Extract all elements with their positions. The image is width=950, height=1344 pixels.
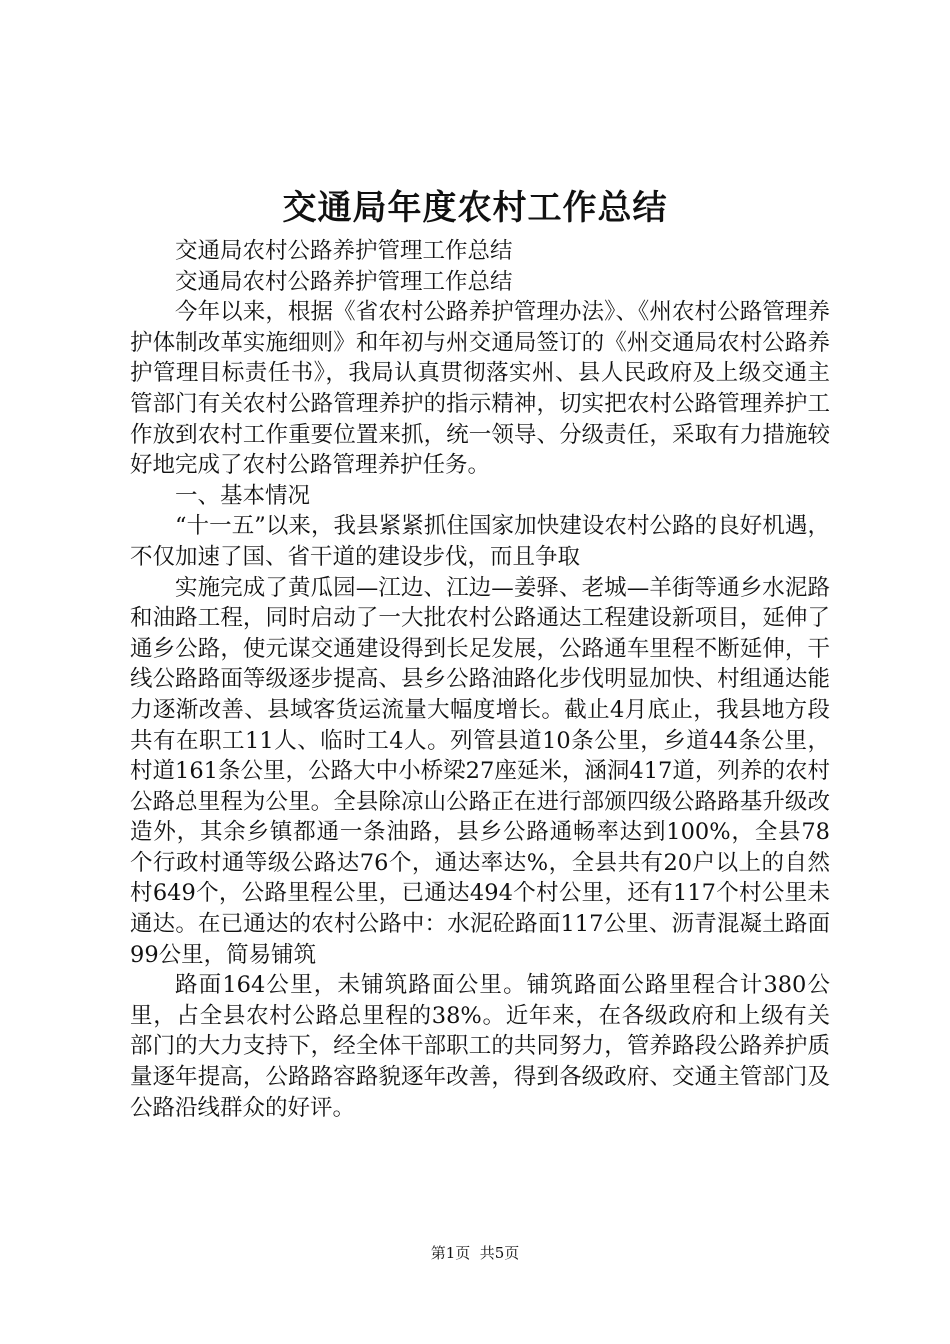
document-title: 交通局年度农村工作总结 [282,188,668,228]
body-paragraph: 实施完成了黄瓜园—江边、江边—姜驿、老城—羊街等通乡水泥路和油路工程，同时启动了一大批农村公路通达工程建设新项目，延伸了通乡公路，使元谋交通建设得到长足发展，公路通车里程不断延伸，干线公路路面等级逐步提高、县乡公路油路化步伐明显加快、村组通达能力逐渐改善、县域客货运流量大幅度增长。截止4月底止，我县地方段共有在职工11人、临时工4人。列管县道10条公里，乡道44条公里，村道161条公里，公路大中小桥梁27座延米，涵洞417道，列养的农村公路总里程为公里。全县除凉山公路正在进行部颁四级公路路基升级改造外，其余乡镇都通一条油路，县乡公路通畅率达到100%，全县78个行政村通等级公路达76个，通达率达%，全县共有20户以上的自然村649个，公路里程公里，已通达494个村公里，还有117个村公里未通达。在已通达的农村公路中：水泥砼路面117公里、沥青混凝土路面99公里，简易铺筑 [130,574,830,968]
subtitle-paragraph: 交通局农村公路养护管理工作总结 [175,238,513,264]
intro-paragraph: 今年以来，根据《省农村公路养护管理办法》、《州农村公路管理养护体制改革实施细则》和年初与州交通局签订的《州交通局农村公路养护管理目标责任书》，我局认真贯彻落实州、县人民政府及上级交通主管部门有关农村公路管理养护的指示精神，切实把农村公路管理养护工作放到农村工作重要位置来抓，统一领导、分级责任，采取有力措施较好地完成了农村公路管理养护任务。 [130,299,830,479]
section-heading: 一、基本情况 [175,482,311,509]
subtitle-paragraph: 交通局农村公路养护管理工作总结 [175,268,513,295]
body-paragraph: “十一五”以来，我县紧紧抓住国家加快建设农村公路的良好机遇，不仅加速了国、省干道的建设步伐，而且争取 [130,513,830,570]
body-paragraph: 路面164公里，未铺筑路面公里。铺筑路面公路里程合计380公里，占全县农村公路总里程的38%。近年来，在各级政府和上级有关部门的大力支持下，经全体干部职工的共同努力，管养路段公路养护质量逐年提高，公路路容路貌逐年改善，得到各级政府、交通主管部门及公路沿线群众的好评。 [130,972,830,1121]
document-body [130,236,830,1123]
page-number-footer: 第1页 共5页 [430,1244,520,1262]
